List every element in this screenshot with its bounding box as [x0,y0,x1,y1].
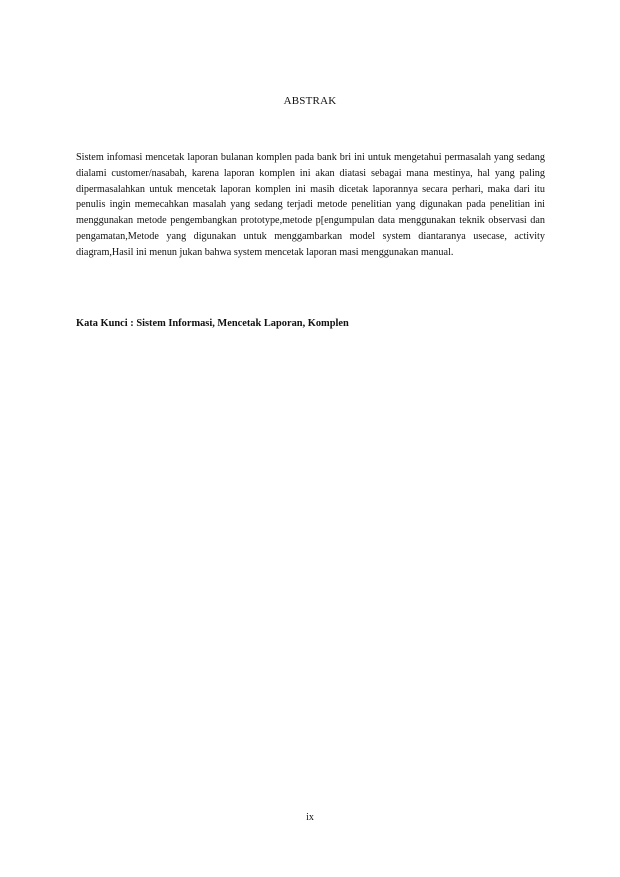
abstract-paragraph: Sistem infomasi mencetak laporan bulanan komplen pada bank bri ini untuk mengetahui permasalah yang sedang dialami customer/nasabah, karena laporan komplen ini akan diatasi sebagai mana mestinya, hal yang paling dipermasalahkan untuk mencetak laporan komplen ini masih dicetak laporannya secara perhari, maka dari itu penulis ingin memecahkan masalah yang sedang terjadi metode penelitian yang digunakan pada penelitian ini menggunakan metode pengembangkan prototype,metode p[engumpulan data menggunakan teknik observasi dan pengamatan,Metode yang digunakan untuk menggambarkan model system diantaranya usecase, activity diagram,Hasil ini menun jukan bahwa system mencetak laporan masi menggunakan manual. [76,152,545,258]
page-number: ix [306,812,314,823]
page-title: ABSTRAK [283,95,337,107]
keywords-line: Kata Kunci : Sistem Informasi, Mencetak Laporan, Komplen [76,318,349,329]
